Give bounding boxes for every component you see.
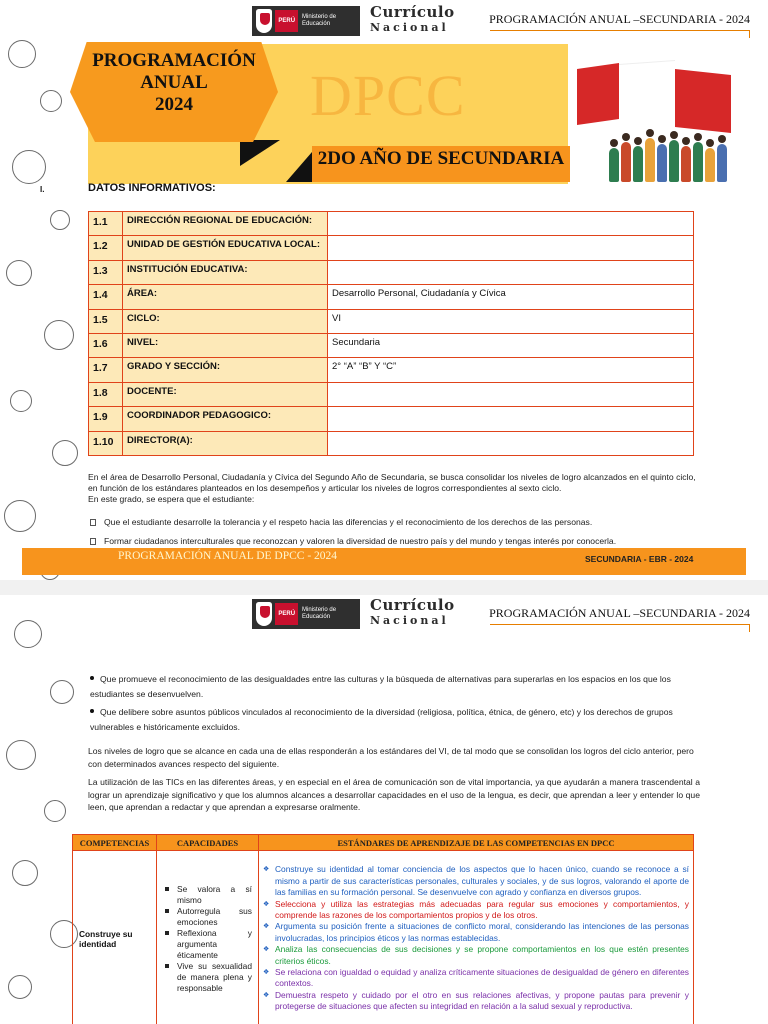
person-figure — [657, 144, 667, 182]
footer-right: SECUNDARIA - EBR - 2024 — [585, 554, 694, 564]
doodle-circle — [8, 975, 32, 999]
header-rule-tick-p2 — [749, 624, 750, 632]
person-figure — [705, 148, 715, 182]
banner-grade: 2DO AÑO DE SECUNDARIA — [317, 148, 565, 169]
info-row — [89, 358, 694, 382]
page2-bullet-2 — [90, 705, 700, 735]
banner-title-line2: ANUAL — [140, 72, 208, 93]
page1-bullet-2 — [90, 536, 700, 546]
info-row-value — [328, 260, 694, 284]
person-figure — [717, 144, 727, 182]
competency-name: Construye su identidad — [73, 851, 157, 1024]
info-row-label: GRADO Y SECCIÓN: — [123, 358, 328, 382]
info-row-value: 2° “A” “B” Y “C” — [328, 358, 694, 382]
doodle-circle — [50, 680, 74, 704]
standard-item: ❖ Argumenta su posición frente a situaciones de conflicto moral, considerando las intenciones de las personas involucradas, los principios éticos y las normas establecidas. — [263, 921, 689, 944]
flag-stripe-center — [619, 60, 675, 124]
brand-line2: Nacional — [370, 614, 449, 627]
expect-paragraph: En este grado, se espera que el estudiante: — [88, 494, 255, 504]
page-separator — [0, 580, 768, 595]
doodle-circle — [12, 860, 38, 886]
banner-title — [70, 50, 278, 116]
person-figure — [633, 146, 643, 182]
info-row-label: INSTITUCIÓN EDUCATIVA: — [123, 260, 328, 284]
info-table — [88, 211, 694, 456]
header-title: PROGRAMACIÓN ANUAL –SECUNDARIA - 2024 — [489, 12, 750, 26]
gov-ministry-label: Ministerio de Educación — [302, 607, 337, 620]
info-row-value — [328, 431, 694, 455]
people-illustration — [605, 122, 735, 182]
page2-paragraph-1: Los niveles de logro que se alcance en cada una de ellas responderán a los estándares del VI, de tal modo que se consolidan los logros del ciclo anterior, pero con determinados avances respecto del siguiente. — [88, 746, 694, 769]
page2-paragraph-2: La utilización de las TICs en las diferentes áreas, y en especial en el área de comunicación son de vital importancia, ya que ayudarán a manera trascendental a lograr un aprendizaje significativo y que los alumnos alcances a desarrollar capacidades en el uso de la lengua, es decir, que aprendan a leer y entender lo que leen, que aprendan a redactar y que aprendan a expresarse oralmente. — [88, 777, 700, 812]
info-row-label: ÁREA: — [123, 285, 328, 309]
standard-item: ❖ Demuestra respeto y cuidado por el otro en sus relaciones afectivas, y propone pautas para prevenir y protegerse de situaciones que afecten su integridad en relación a la salud sexual y reproductiva. — [263, 990, 689, 1013]
standard-item: ❖ Construye su identidad al tomar conciencia de los aspectos que lo hacen único, cuando se reconoce a sí mismo a partir de sus características personales, culturales y sociales, y de sus logros, valorando el aporte de las familias en su formación personal. Se desenvuelve con agrado y confianza en diversos grupos. — [263, 864, 689, 898]
standard-item: ❖ Analiza las consecuencias de sus decisiones y se propone comportamientos en los que estén presentes criterios éticos. — [263, 944, 689, 967]
info-row-number: 1.2 — [89, 236, 123, 260]
standards-cell — [259, 851, 694, 1024]
bullet-dot-icon — [90, 676, 94, 680]
doodle-circle — [6, 740, 36, 770]
info-row — [89, 212, 694, 236]
info-row-value — [328, 382, 694, 406]
person-figure — [681, 146, 691, 182]
info-row-label: UNIDAD DE GESTIÓN EDUCATIVA LOCAL: — [123, 236, 328, 260]
flag-stripe-left — [577, 63, 619, 125]
page2-bullet-1 — [90, 672, 700, 702]
minedu-logo-p2 — [252, 599, 360, 629]
info-row-number: 1.8 — [89, 382, 123, 406]
curriculo-nacional-brand — [370, 3, 455, 34]
brand-line1: Currículo — [370, 596, 455, 614]
col-header-capacidades: CAPACIDADES — [157, 835, 259, 851]
info-row-number: 1.7 — [89, 358, 123, 382]
section-heading: DATOS INFORMATIVOS: — [88, 182, 216, 194]
page1-bullet-1 — [90, 517, 700, 527]
checkbox-icon — [90, 519, 96, 526]
gov-peru-label: PERÚ — [275, 603, 298, 625]
person-figure — [669, 140, 679, 182]
competency-table — [72, 834, 694, 1024]
info-row-number: 1.1 — [89, 212, 123, 236]
standard-item: ❖ Selecciona y utiliza las estrategias más adecuadas para regular sus emociones y comportamientos, y comprende las razones de los comportamientos propios y de los otros. — [263, 899, 689, 922]
peru-flag-illustration — [575, 58, 735, 188]
minedu-logo — [252, 6, 360, 36]
banner-title-line1: PROGRAMACIÓN — [92, 50, 256, 71]
peru-shield-icon — [256, 9, 272, 33]
person-figure — [621, 142, 631, 182]
info-row-value: Desarrollo Personal, Ciudadanía y Cívica — [328, 285, 694, 309]
info-row-value — [328, 212, 694, 236]
info-row — [89, 285, 694, 309]
page2-bullet-2-text: Que delibere sobre asuntos públicos vinculados al reconocimiento de la diversidad (religiosa, política, étnica, de género, etc) y los derechos de grupos vulnerables e históricamente excluidos. — [90, 707, 673, 732]
banner-shadow-right — [286, 152, 312, 182]
page1-bullet-2-text: Formar ciudadanos interculturales que reconozcan y valoren la diversidad de nuestro país y del mundo y tengas interés por conocerla. — [104, 536, 617, 546]
footer-left: PROGRAMACIÓN ANUAL DE DPCC - 2024 — [118, 550, 338, 562]
info-row-number: 1.4 — [89, 285, 123, 309]
standard-item: ❖ Se relaciona con igualdad o equidad y analiza críticamente situaciones de desigualdad de género en diferentes contextos. — [263, 967, 689, 990]
page2-bullet-1-text: Que promueve el reconocimiento de las desigualdades entre las culturas y la búsqueda de alternativas para superarlas en los espacios en los que los estudiantes se desenvuelven. — [90, 674, 671, 699]
capacities-cell — [157, 851, 259, 1024]
info-row-number: 1.9 — [89, 407, 123, 431]
header-title-p2: PROGRAMACIÓN ANUAL –SECUNDARIA - 2024 — [489, 606, 750, 620]
checkbox-icon — [90, 538, 96, 545]
info-row-label: DIRECCIÓN REGIONAL DE EDUCACIÓN: — [123, 212, 328, 236]
capacities-list — [157, 880, 258, 998]
col-header-competencias: COMPETENCIAS — [73, 835, 157, 851]
info-row — [89, 236, 694, 260]
info-row — [89, 309, 694, 333]
info-row-label: COORDINADOR PEDAGOGICO: — [123, 407, 328, 431]
info-row — [89, 382, 694, 406]
header-rule — [490, 30, 750, 31]
banner-subject: DPCC — [310, 63, 466, 128]
info-row-label: CICLO: — [123, 309, 328, 333]
info-row-number: 1.3 — [89, 260, 123, 284]
info-row-number: 1.6 — [89, 333, 123, 357]
info-row-value: Secundaria — [328, 333, 694, 357]
gov-peru-label: PERÚ — [275, 10, 298, 32]
doodle-circle — [44, 800, 66, 822]
banner-shadow-left — [240, 140, 280, 166]
header-rule-tick — [749, 30, 750, 38]
curriculo-nacional-brand-p2 — [370, 596, 455, 627]
info-row — [89, 260, 694, 284]
peru-shield-icon — [256, 602, 272, 626]
person-figure — [645, 138, 655, 182]
info-row-value: VI — [328, 309, 694, 333]
capacity-item: Se valora a sí mismo — [165, 884, 252, 906]
capacity-item: Vive su sexualidad de manera plena y responsable — [165, 961, 252, 994]
person-figure — [609, 148, 619, 182]
info-row — [89, 333, 694, 357]
header-rule-p2 — [490, 624, 750, 625]
capacity-item: Reflexiona y argumenta éticamente — [165, 928, 252, 961]
brand-line2: Nacional — [370, 21, 449, 34]
bullet-dot-icon — [90, 709, 94, 713]
section-number: I. — [40, 185, 45, 194]
info-row — [89, 407, 694, 431]
intro-paragraph: En el área de Desarrollo Personal, Ciudadanía y Cívica del Segundo Año de Secundaria, se busca consolidar los niveles de logro alcanzados en el quinto ciclo, en función de los estándares planteados en los desempeños y articular los niveles de logros correspondientes al sexto ciclo. — [88, 472, 696, 493]
info-row-number: 1.5 — [89, 309, 123, 333]
person-figure — [693, 142, 703, 182]
standards-list — [259, 862, 693, 1014]
gov-ministry-label: Ministerio de Educación — [302, 14, 337, 27]
info-row-number: 1.10 — [89, 431, 123, 455]
page1-bullet-1-text: Que el estudiante desarrolle la tolerancia y el respeto hacia las diferencias y el reconocimiento de los derechos de las personas. — [104, 517, 593, 527]
info-row-label: NIVEL: — [123, 333, 328, 357]
info-row-value — [328, 236, 694, 260]
info-row-label: DOCENTE: — [123, 382, 328, 406]
info-row-label: DIRECTOR(A): — [123, 431, 328, 455]
doodle-circle — [14, 620, 42, 648]
info-row — [89, 431, 694, 455]
col-header-estandares: ESTÁNDARES DE APRENDIZAJE DE LAS COMPETENCIAS EN DPCC — [259, 835, 694, 851]
brand-line1: Currículo — [370, 3, 455, 21]
info-row-value — [328, 407, 694, 431]
capacity-item: Autorregula sus emociones — [165, 906, 252, 928]
banner-title-line3: 2024 — [155, 94, 193, 115]
